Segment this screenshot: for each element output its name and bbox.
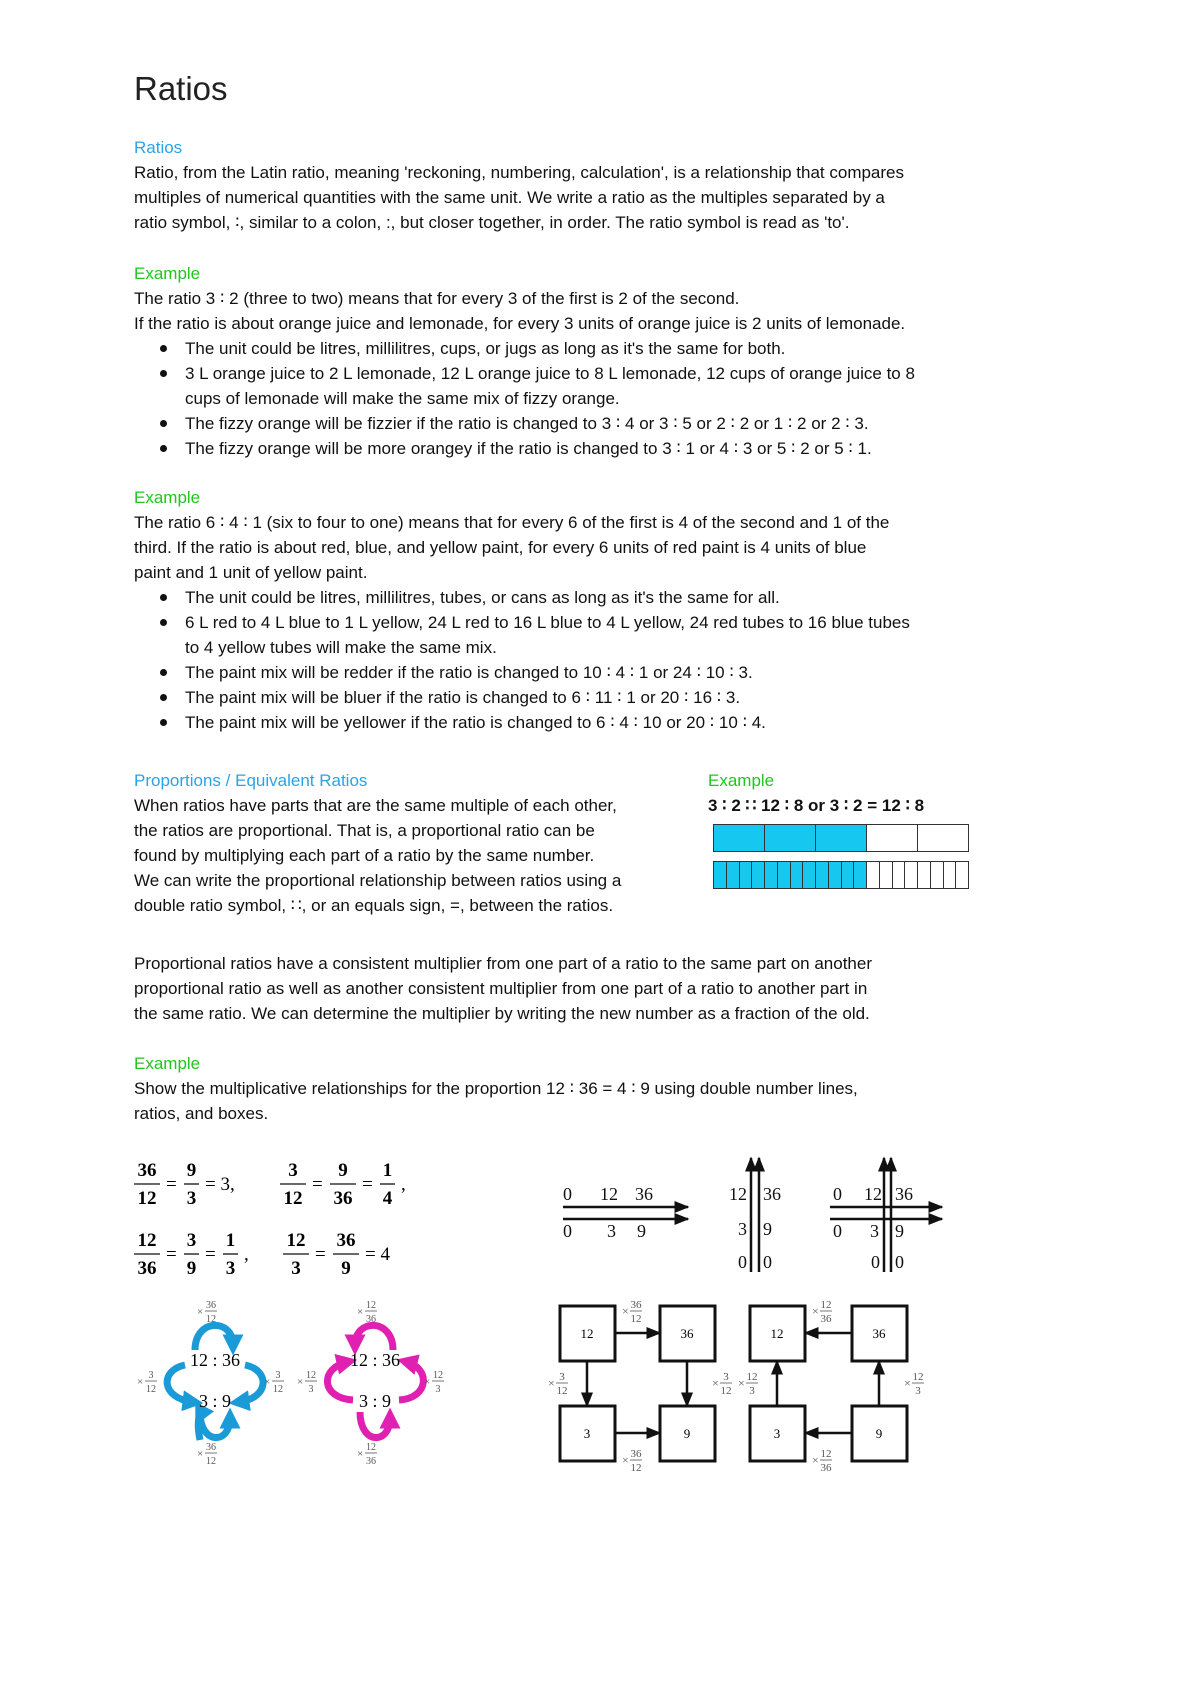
tick-label: 0 bbox=[563, 1184, 572, 1204]
bar-cell bbox=[816, 825, 867, 851]
label: 36 bbox=[630, 1299, 642, 1311]
label: × bbox=[264, 1376, 271, 1388]
text-line: We can write the proportional relationship between ratios using a bbox=[134, 871, 622, 890]
bar-cell bbox=[765, 825, 816, 851]
label: × bbox=[738, 1376, 745, 1390]
label: × bbox=[197, 1306, 204, 1318]
tick-label: 36 bbox=[763, 1184, 781, 1204]
tick-label: 3 bbox=[607, 1221, 616, 1241]
label: 12 bbox=[820, 1299, 832, 1311]
text-line: The ratio 3 ∶ 2 (three to two) means that for every 3 of the first is 2 of the second. bbox=[134, 289, 740, 308]
bar-cell bbox=[931, 862, 944, 888]
numerator: 12 bbox=[137, 1230, 157, 1251]
text-line: The ratio 6 ∶ 4 ∶ 1 (six to four to one) means that for every 6 of the first is 4 of the second and 1 of the bbox=[134, 513, 890, 532]
example-heading: Example bbox=[134, 264, 201, 283]
bullet-icon bbox=[160, 669, 167, 676]
bullet-item: 3 L orange juice to 2 L lemonade, 12 L orange juice to 8 L lemonade, 12 cups of orange juice to 8 bbox=[185, 364, 915, 383]
operator: = bbox=[205, 1244, 216, 1265]
box-diagram-1 bbox=[738, 1299, 924, 1474]
box-value: 3 bbox=[583, 1426, 591, 1441]
curved-arrow-icon bbox=[360, 1412, 390, 1438]
ratio-label: 12 : 36 bbox=[189, 1350, 241, 1370]
bullet-icon bbox=[160, 345, 167, 352]
bar-cell bbox=[778, 862, 791, 888]
bar-cell bbox=[714, 862, 727, 888]
bullet-icon bbox=[160, 719, 167, 726]
box-value: 36 bbox=[872, 1326, 886, 1341]
bullet-item: to 4 yellow tubes will make the same mix. bbox=[185, 638, 497, 657]
tick-label: 0 bbox=[563, 1221, 572, 1241]
bar-cell bbox=[854, 862, 867, 888]
denominator: 4 bbox=[382, 1188, 393, 1209]
label: 12 bbox=[306, 1370, 316, 1381]
text-line: found by multiplying each part of a ratio by the same number. bbox=[134, 846, 595, 865]
example-heading: Example bbox=[134, 1054, 201, 1073]
fraction-equations bbox=[134, 1160, 406, 1279]
text-line: Show the multiplicative relationships for the proportion 12 ∶ 36 = 4 ∶ 9 using double number lines, bbox=[134, 1079, 858, 1098]
bar-cell bbox=[867, 862, 880, 888]
operator: = bbox=[166, 1174, 177, 1195]
example-equation: 3 ∶ 2 ∷ 12 ∶ 8 or 3 ∶ 2 = 12 ∶ 8 bbox=[708, 796, 925, 815]
tick-label: 0 bbox=[738, 1252, 747, 1272]
curved-arrow-icon bbox=[167, 1365, 193, 1402]
tick-label: 9 bbox=[637, 1221, 646, 1241]
example-heading: Example bbox=[708, 771, 775, 790]
curved-arrow-icon bbox=[200, 1412, 230, 1438]
text-line: the ratios are proportional. That is, a proportional ratio can be bbox=[134, 821, 595, 840]
label: × bbox=[622, 1304, 629, 1318]
ratio-cycle-diagrams bbox=[137, 1300, 444, 1467]
label: 36 bbox=[366, 1314, 376, 1325]
double-number-lines bbox=[563, 1158, 942, 1272]
ratio-label: 3 : 9 bbox=[198, 1391, 232, 1411]
label: 3 bbox=[435, 1384, 441, 1395]
box-diagrams bbox=[548, 1299, 924, 1474]
numerator: 9 bbox=[338, 1160, 348, 1181]
bar-cell bbox=[816, 862, 829, 888]
bullet-icon bbox=[160, 370, 167, 377]
bullet-item: cups of lemonade will make the same mix of fizzy orange. bbox=[185, 389, 620, 408]
text-line: Proportional ratios have a consistent multiplier from one part of a ratio to the same part on another bbox=[134, 954, 873, 973]
label: 36 bbox=[820, 1462, 832, 1474]
label: × bbox=[424, 1376, 431, 1388]
box-value: 9 bbox=[683, 1426, 691, 1441]
tick-label: 3 bbox=[738, 1219, 747, 1239]
numerator: 3 bbox=[186, 1230, 197, 1251]
label: × bbox=[357, 1306, 364, 1318]
bullet-item: The paint mix will be redder if the ratio is changed to 10 ∶ 4 ∶ 1 or 24 ∶ 10 ∶ 3. bbox=[185, 663, 753, 682]
bullet-icon bbox=[160, 445, 167, 452]
bar-cell bbox=[905, 862, 918, 888]
bullet-item: The fizzy orange will be more orangey if the ratio is changed to 3 ∶ 1 or 4 ∶ 3 or 5 ∶ 2 or 5 ∶ 1. bbox=[185, 439, 872, 458]
tick-label: 0 bbox=[833, 1221, 842, 1241]
label: 12 bbox=[746, 1371, 758, 1383]
numerator: 36 bbox=[336, 1230, 356, 1251]
curved-arrow-icon bbox=[195, 1325, 233, 1350]
label: 36 bbox=[630, 1448, 642, 1460]
operator: , bbox=[401, 1174, 406, 1195]
tick-label: 12 bbox=[729, 1184, 747, 1204]
curved-arrow-icon bbox=[355, 1325, 393, 1350]
label: × bbox=[137, 1376, 144, 1388]
denominator: 36 bbox=[333, 1188, 353, 1209]
label: 3 bbox=[723, 1371, 729, 1383]
label: 3 bbox=[915, 1385, 921, 1397]
text-line: double ratio symbol, ∷, or an equals sign, =, between the ratios. bbox=[134, 896, 614, 915]
bar-cell bbox=[714, 825, 765, 851]
tick-label: 12 bbox=[864, 1184, 882, 1204]
section-heading: Proportions / Equivalent Ratios bbox=[134, 771, 368, 790]
label: 3 bbox=[148, 1370, 154, 1381]
tick-label: 0 bbox=[833, 1184, 842, 1204]
ratio-bar-3-2 bbox=[713, 824, 969, 852]
bar-cell bbox=[880, 862, 893, 888]
numerator: 12 bbox=[286, 1230, 306, 1251]
label: 12 bbox=[556, 1385, 568, 1397]
bar-cell bbox=[752, 862, 765, 888]
operator: = bbox=[315, 1244, 326, 1265]
tick-label: 3 bbox=[870, 1221, 879, 1241]
tick-label: 36 bbox=[635, 1184, 653, 1204]
label: × bbox=[197, 1448, 204, 1460]
bullet-item: The paint mix will be bluer if the ratio is changed to 6 ∶ 11 ∶ 1 or 20 ∶ 16 ∶ 3. bbox=[185, 688, 741, 707]
box-diagram-0 bbox=[548, 1299, 732, 1474]
numerator: 9 bbox=[186, 1160, 197, 1181]
label: 12 bbox=[366, 1300, 376, 1311]
example-heading: Example bbox=[134, 488, 201, 507]
numerator: 36 bbox=[137, 1160, 157, 1181]
numerator: 1 bbox=[382, 1160, 393, 1181]
label: × bbox=[712, 1376, 719, 1390]
label: 36 bbox=[206, 1300, 216, 1311]
denominator: 3 bbox=[291, 1258, 301, 1279]
denominator: 9 bbox=[341, 1258, 351, 1279]
operator: = bbox=[166, 1244, 177, 1265]
bar-cell bbox=[740, 862, 753, 888]
text-line: multiples of numerical quantities with the same unit. We write a ratio as the multiples separated by a bbox=[134, 188, 885, 207]
operator: = 4 bbox=[365, 1244, 390, 1265]
bullet-item: The fizzy orange will be fizzier if the ratio is changed to 3 ∶ 4 or 3 ∶ 5 or 2 ∶ 2 or 1 ∶ 2 or 2 ∶ 3. bbox=[185, 414, 869, 433]
label: × bbox=[297, 1376, 304, 1388]
ratio-bar-12-8 bbox=[713, 861, 969, 889]
text-line: third. If the ratio is about red, blue, and yellow paint, for every 6 units of red paint is 4 units of blue bbox=[134, 538, 867, 557]
bar-cell bbox=[803, 862, 816, 888]
label: 12 bbox=[273, 1384, 283, 1395]
tick-label: 0 bbox=[871, 1252, 880, 1272]
text-line: If the ratio is about orange juice and lemonade, for every 3 units of orange juice is 2 units of lemonade. bbox=[134, 314, 906, 333]
bar-cell bbox=[791, 862, 804, 888]
bar-cell bbox=[867, 825, 918, 851]
label: 12 bbox=[146, 1384, 156, 1395]
text-line: When ratios have parts that are the same multiple of each other, bbox=[134, 796, 617, 815]
operator: = 3, bbox=[205, 1174, 235, 1195]
box-value: 3 bbox=[773, 1426, 781, 1441]
bullet-item: The unit could be litres, millilitres, tubes, or cans as long as it's the same for all. bbox=[185, 588, 780, 607]
label: 36 bbox=[206, 1442, 216, 1453]
label: × bbox=[904, 1376, 911, 1390]
label: 36 bbox=[366, 1456, 376, 1467]
tick-label: 0 bbox=[763, 1252, 772, 1272]
ratio-cycle-1 bbox=[297, 1300, 444, 1467]
label: × bbox=[357, 1448, 364, 1460]
denominator: 36 bbox=[137, 1258, 157, 1279]
bullet-icon bbox=[160, 594, 167, 601]
curved-arrow-icon bbox=[239, 1365, 263, 1402]
bar-cell bbox=[944, 862, 957, 888]
proportion-diagrams bbox=[0, 1140, 1200, 1510]
tick-label: 0 bbox=[895, 1252, 904, 1272]
label: 3 bbox=[559, 1371, 565, 1383]
operator: , bbox=[244, 1244, 249, 1265]
text-line: Ratio, from the Latin ratio, meaning 'reckoning, numbering, calculation', is a relationship that compares bbox=[134, 163, 905, 182]
text-line: paint and 1 unit of yellow paint. bbox=[134, 563, 368, 582]
denominator: 9 bbox=[186, 1258, 197, 1279]
text-line: the same ratio. We can determine the multiplier by writing the new number as a fraction of the old. bbox=[134, 1004, 870, 1023]
tick-label: 36 bbox=[895, 1184, 913, 1204]
denominator: 3 bbox=[186, 1188, 197, 1209]
bullet-item: The unit could be litres, millilitres, cups, or jugs as long as it's the same for both. bbox=[185, 339, 786, 358]
curved-arrow-icon bbox=[399, 1362, 423, 1400]
bar-cell bbox=[918, 862, 931, 888]
bullet-icon bbox=[160, 619, 167, 626]
bullet-icon bbox=[160, 694, 167, 701]
label: 12 bbox=[366, 1442, 376, 1453]
label: 3 bbox=[308, 1384, 314, 1395]
label: × bbox=[622, 1453, 629, 1467]
ratio-label: 12 : 36 bbox=[349, 1350, 401, 1370]
tick-label: 9 bbox=[895, 1221, 904, 1241]
label: 36 bbox=[820, 1313, 832, 1325]
box-value: 36 bbox=[680, 1326, 694, 1341]
text-line: ratios, and boxes. bbox=[134, 1104, 269, 1123]
label: 12 bbox=[720, 1385, 732, 1397]
operator: = bbox=[312, 1174, 323, 1195]
bar-cell bbox=[829, 862, 842, 888]
label: 12 bbox=[912, 1371, 924, 1383]
bar-cell bbox=[765, 862, 778, 888]
bar-cell bbox=[956, 862, 968, 888]
section-heading: Ratios bbox=[134, 138, 183, 157]
label: 12 bbox=[206, 1456, 216, 1467]
text-line: proportional ratio as well as another consistent multiplier from one part of a ratio to another part in bbox=[134, 979, 868, 998]
bar-cell bbox=[842, 862, 855, 888]
bullet-item: The paint mix will be yellower if the ratio is changed to 6 ∶ 4 ∶ 10 or 20 ∶ 10 ∶ 4. bbox=[185, 713, 766, 732]
label: × bbox=[812, 1453, 819, 1467]
label: × bbox=[548, 1376, 555, 1390]
box-value: 9 bbox=[875, 1426, 883, 1441]
ratio-cycle-0 bbox=[137, 1300, 284, 1467]
bar-cell bbox=[893, 862, 906, 888]
label: × bbox=[812, 1304, 819, 1318]
operator: = bbox=[362, 1174, 373, 1195]
box-value: 12 bbox=[770, 1326, 784, 1341]
page-title: Ratios bbox=[134, 70, 228, 107]
bar-cell bbox=[918, 825, 968, 851]
ratio-label: 3 : 9 bbox=[358, 1391, 392, 1411]
label: 12 bbox=[206, 1314, 216, 1325]
label: 12 bbox=[630, 1462, 642, 1474]
bullet-icon bbox=[160, 420, 167, 427]
tick-label: 9 bbox=[763, 1219, 772, 1239]
numerator: 3 bbox=[288, 1160, 298, 1181]
text-line: ratio symbol, ∶, similar to a colon, :, but closer together, in order. The ratio symbol is read as 'to'. bbox=[134, 213, 850, 232]
label: 3 bbox=[749, 1385, 755, 1397]
label: 12 bbox=[433, 1370, 443, 1381]
box-value: 12 bbox=[580, 1326, 594, 1341]
label: 3 bbox=[275, 1370, 281, 1381]
denominator: 12 bbox=[137, 1188, 157, 1209]
tick-label: 12 bbox=[600, 1184, 618, 1204]
denominator: 3 bbox=[225, 1258, 236, 1279]
bar-cell bbox=[727, 862, 740, 888]
label: 12 bbox=[820, 1448, 832, 1460]
denominator: 12 bbox=[283, 1188, 303, 1209]
numerator: 1 bbox=[225, 1230, 236, 1251]
label: 12 bbox=[630, 1313, 642, 1325]
bullet-item: 6 L red to 4 L blue to 1 L yellow, 24 L red to 16 L blue to 4 L yellow, 24 red tubes to 16 blue tubes bbox=[185, 613, 910, 632]
